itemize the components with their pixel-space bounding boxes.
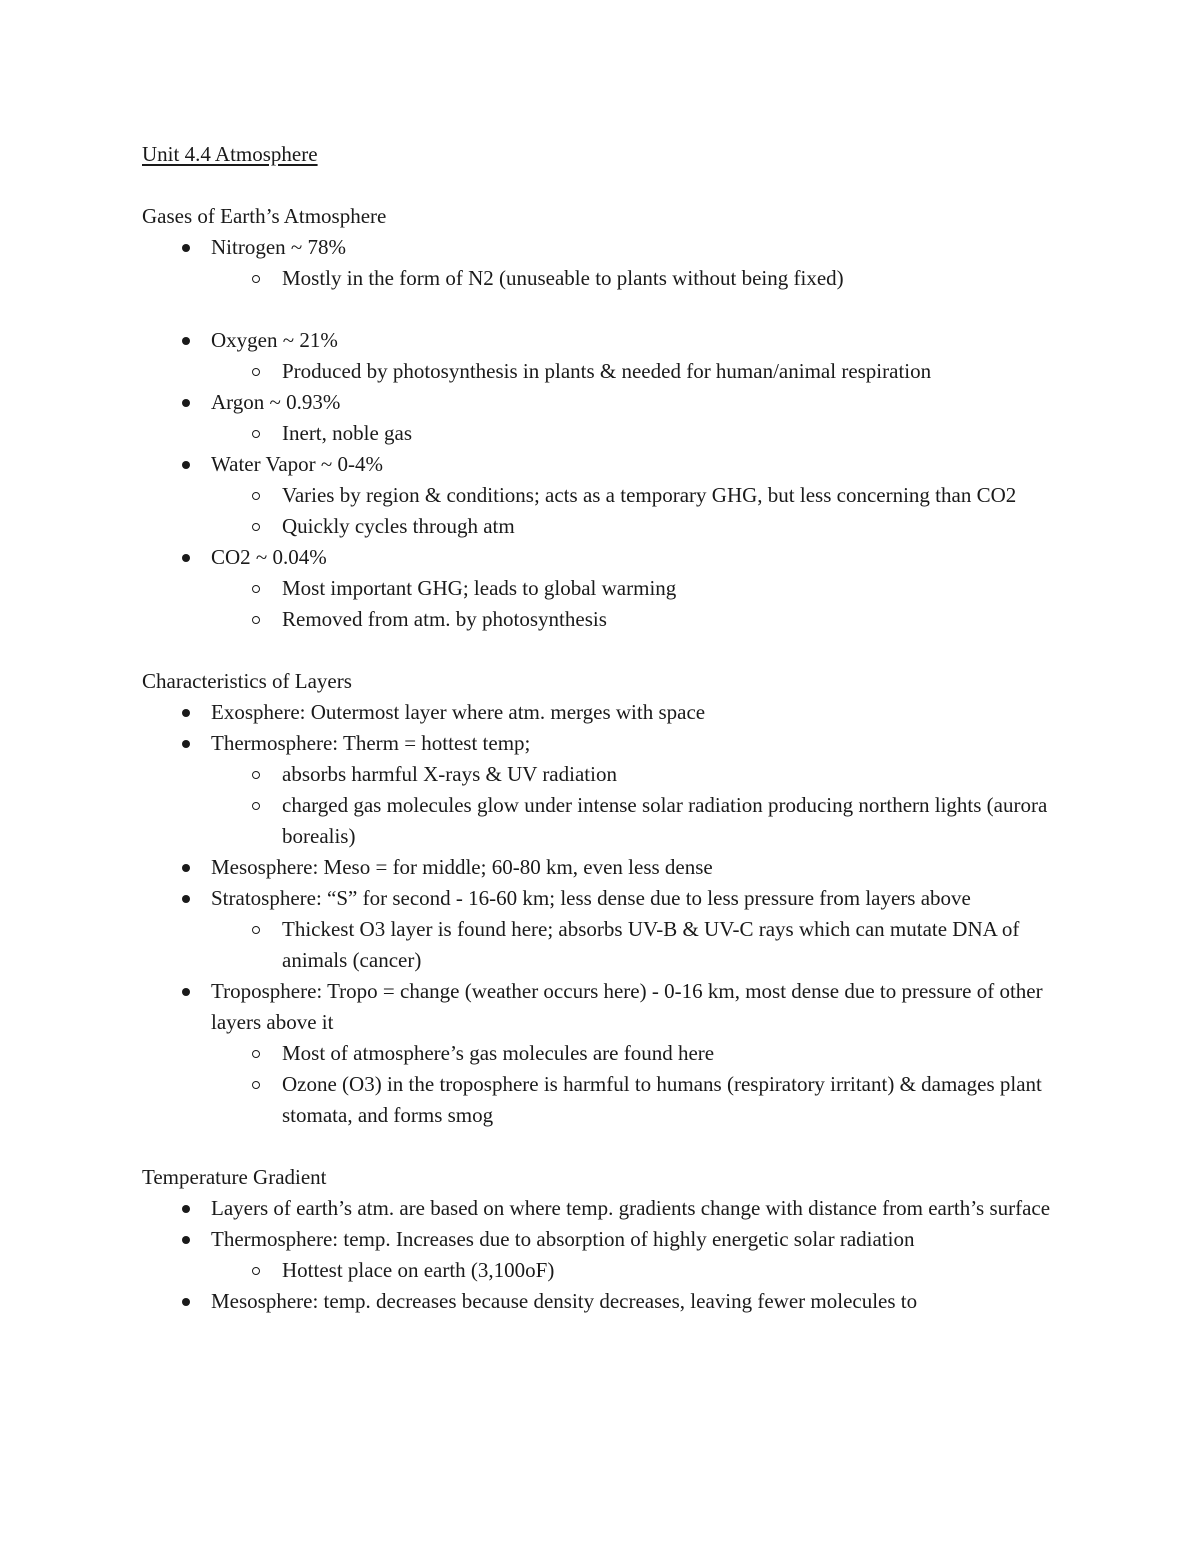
sub-list-item-text: Quickly cycles through atm (282, 514, 515, 538)
section (142, 1162, 1072, 1317)
sub-list-item (211, 511, 1072, 542)
list-item (142, 852, 1072, 883)
sub-bullet-list (211, 1255, 1072, 1286)
list-item (142, 697, 1072, 728)
bullet-list (142, 1193, 1072, 1317)
list-item-text: Argon ~ 0.93% (211, 390, 341, 414)
filled-bullet-icon (182, 988, 190, 996)
sub-list-item-text: Mostly in the form of N2 (unuseable to plants without being fixed) (282, 266, 844, 290)
filled-bullet-icon (182, 740, 190, 748)
sub-bullet-list (211, 418, 1072, 449)
sub-list-item (211, 263, 1072, 294)
sub-list-item-text: Most important GHG; leads to global warming (282, 576, 677, 600)
filled-bullet-icon (182, 1205, 190, 1213)
list-item-text: Water Vapor ~ 0-4% (211, 452, 383, 476)
sub-list-item-text: Removed from atm. by photosynthesis (282, 607, 607, 631)
list-item-text: Mesosphere: Meso = for middle; 60-80 km, even less dense (211, 855, 713, 879)
sub-bullet-list (211, 356, 1072, 387)
sub-list-item-text: charged gas molecules glow under intense solar radiation producing northern lights (aurora borealis) (282, 793, 1048, 848)
sub-list-item-text: Ozone (O3) in the troposphere is harmful to humans (respiratory irritant) & damages plant stomata, and forms smog (282, 1072, 1042, 1127)
sub-list-item (211, 914, 1072, 976)
section (142, 201, 1072, 635)
hollow-bullet-icon (252, 585, 260, 593)
hollow-bullet-icon (252, 802, 260, 810)
hollow-bullet-icon (252, 368, 260, 376)
sub-bullet-list (211, 914, 1072, 976)
section-heading: Temperature Gradient (142, 1165, 327, 1189)
hollow-bullet-icon (252, 926, 260, 934)
list-item-text: Oxygen ~ 21% (211, 328, 338, 352)
filled-bullet-icon (182, 244, 190, 252)
sub-list-item-text: Inert, noble gas (282, 421, 413, 445)
hollow-bullet-icon (252, 1050, 260, 1058)
sub-bullet-list (211, 573, 1072, 635)
list-item (142, 976, 1072, 1131)
list-item-text: Stratosphere: “S” for second - 16-60 km; less dense due to less pressure from layers above (211, 886, 971, 910)
bullet-list (142, 697, 1072, 1131)
section (142, 666, 1072, 1131)
hollow-bullet-icon (252, 430, 260, 438)
document-page (142, 139, 1072, 1317)
sub-list-item (211, 480, 1072, 511)
document-sections (142, 201, 1072, 1317)
sub-list-item (211, 790, 1072, 852)
sub-list-item (211, 356, 1072, 387)
document-title: Unit 4.4 Atmosphere (142, 142, 318, 166)
list-item (142, 449, 1072, 542)
filled-bullet-icon (182, 1236, 190, 1244)
filled-bullet-icon (182, 399, 190, 407)
sub-list-item-text: Hottest place on earth (3,100oF) (282, 1258, 555, 1282)
list-item (142, 325, 1072, 387)
filled-bullet-icon (182, 337, 190, 345)
sub-list-item (211, 418, 1072, 449)
list-item (142, 1193, 1072, 1224)
list-item (142, 883, 1072, 976)
list-item-text: Mesosphere: temp. decreases because density decreases, leaving fewer molecules to (211, 1289, 918, 1313)
hollow-bullet-icon (252, 1267, 260, 1275)
sub-list-item-text: Produced by photosynthesis in plants & needed for human/animal respiration (282, 359, 932, 383)
list-item-text: Layers of earth’s atm. are based on where temp. gradients change with distance from earth’s surface (211, 1196, 1051, 1220)
sub-bullet-list (211, 263, 1072, 294)
bullet-list (142, 232, 1072, 635)
list-item (142, 1286, 1072, 1317)
list-item-text: Thermosphere: Therm = hottest temp; (211, 731, 531, 755)
filled-bullet-icon (182, 461, 190, 469)
sub-list-item (211, 1255, 1072, 1286)
sub-list-item (211, 604, 1072, 635)
sub-bullet-list (211, 480, 1072, 542)
sub-list-item (211, 1038, 1072, 1069)
filled-bullet-icon (182, 864, 190, 872)
list-item-text: Troposphere: Tropo = change (weather occurs here) - 0-16 km, most dense due to pressure of other layers above it (211, 979, 1043, 1034)
sub-list-item-text: Varies by region & conditions; acts as a temporary GHG, but less concerning than CO2 (282, 483, 1017, 507)
list-item (142, 387, 1072, 449)
list-item (142, 728, 1072, 852)
sub-list-item (211, 1069, 1072, 1131)
section-heading: Characteristics of Layers (142, 669, 352, 693)
hollow-bullet-icon (252, 1081, 260, 1089)
sub-list-item (211, 573, 1072, 604)
sub-list-item (211, 759, 1072, 790)
hollow-bullet-icon (252, 771, 260, 779)
filled-bullet-icon (182, 709, 190, 717)
sub-list-item-text: Most of atmosphere’s gas molecules are found here (282, 1041, 715, 1065)
sub-list-item-text: Thickest O3 layer is found here; absorbs UV-B & UV-C rays which can mutate DNA of animals (cancer) (282, 917, 1020, 972)
list-item (142, 542, 1072, 635)
list-item (142, 232, 1072, 294)
hollow-bullet-icon (252, 275, 260, 283)
list-item-text: Exosphere: Outermost layer where atm. merges with space (211, 700, 706, 724)
list-item-text: Thermosphere: temp. Increases due to absorption of highly energetic solar radiation (211, 1227, 915, 1251)
list-item (142, 1224, 1072, 1286)
sub-list-item-text: absorbs harmful X-rays & UV radiation (282, 762, 617, 786)
sub-bullet-list (211, 759, 1072, 852)
hollow-bullet-icon (252, 523, 260, 531)
filled-bullet-icon (182, 1298, 190, 1306)
list-item-text: Nitrogen ~ 78% (211, 235, 347, 259)
filled-bullet-icon (182, 895, 190, 903)
hollow-bullet-icon (252, 616, 260, 624)
list-item-text: CO2 ~ 0.04% (211, 545, 327, 569)
section-heading: Gases of Earth’s Atmosphere (142, 204, 387, 228)
hollow-bullet-icon (252, 492, 260, 500)
sub-bullet-list (211, 1038, 1072, 1131)
filled-bullet-icon (182, 554, 190, 562)
